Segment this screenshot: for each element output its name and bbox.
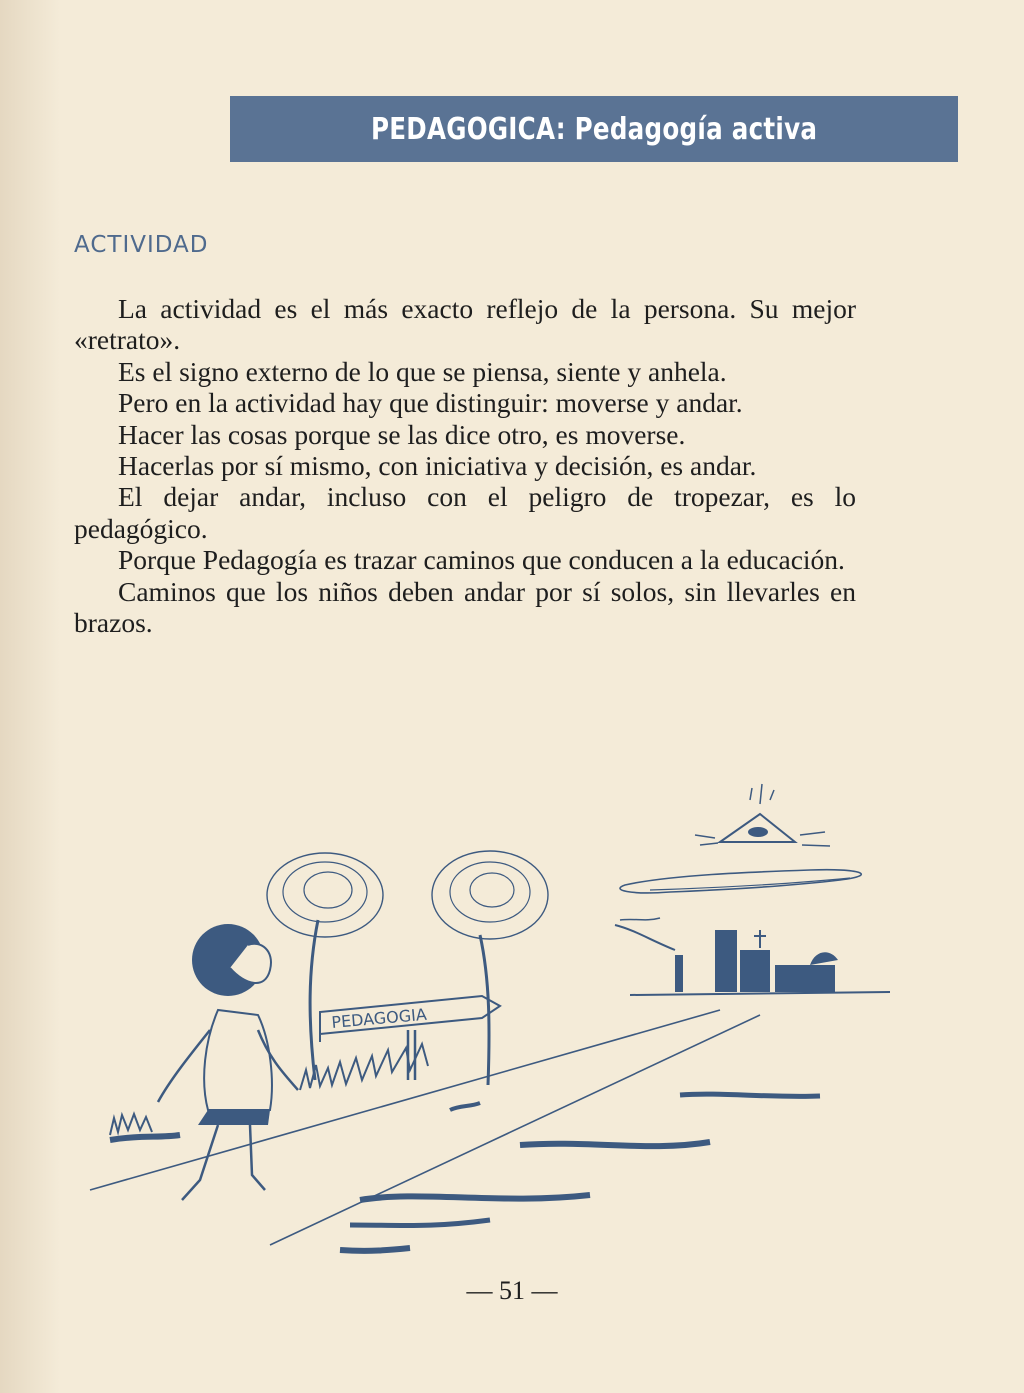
body-text (74, 293, 856, 638)
paragraph: El dejar andar, incluso con el peligro de tropezar, es lo pedagógico. (74, 481, 856, 544)
paragraph: Porque Pedagogía es trazar caminos que conducen a la educación. (118, 544, 845, 576)
paragraph: Hacerlas por sí mismo, con iniciativa y decisión, es andar. (118, 450, 757, 482)
boy-walking-path-illustration (70, 780, 900, 1260)
header-title: PEDAGOGICA: Pedagogía activa (370, 111, 818, 147)
paragraph: Es el signo externo de lo que se piensa, siente y anhela. (118, 355, 727, 387)
section-title: ACTIVIDAD (74, 232, 209, 258)
paragraph: Pero en la actividad hay que distinguir: moverse y andar. (118, 387, 743, 419)
paragraph: Caminos que los niños deben andar por sí solos, sin llevarles en brazos. (74, 575, 856, 639)
sign-text: PEDAGOGIA (330, 1004, 428, 1032)
paragraph: Hacer las cosas porque se las dice otro, es moverse. (118, 418, 686, 450)
header-banner (230, 96, 958, 162)
paragraph: La actividad es el más exacto reflejo de la persona. Su mejor «retrato». (74, 293, 856, 356)
page-number: — 51 — (466, 1276, 558, 1305)
